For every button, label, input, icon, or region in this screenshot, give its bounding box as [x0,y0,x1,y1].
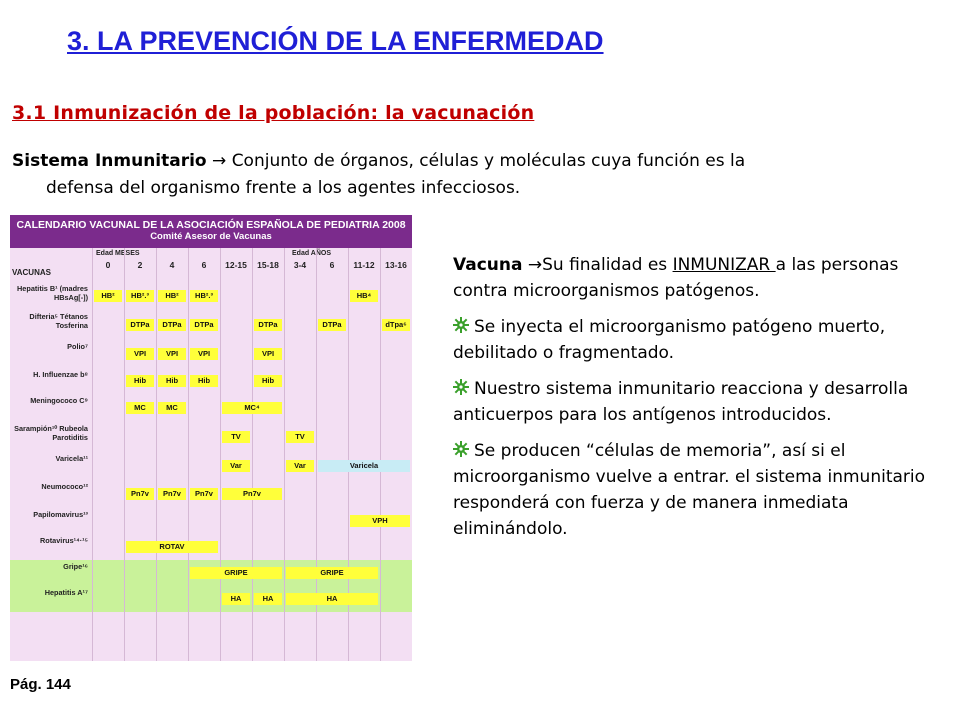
vaccine-dose-bar: Varicela [318,460,410,472]
vaccine-dose-bar: MC⁴ [222,402,282,414]
immune-system-definition [12,148,947,202]
vaccine-dose-bar: Pn7v [190,488,218,500]
vaccine-name: Rotavirus¹⁴·¹⁵ [40,536,88,545]
vaccine-dose-bar: MC [126,402,154,414]
column-header: 0 [105,260,111,270]
vaccine-dose-bar: Hib [126,375,154,387]
vaccine-name: Meningococo C⁹ [30,396,88,405]
vaccine-dose-bar: MC [158,402,186,414]
grid-column-line [220,248,221,661]
vaccine-underlined-word: INMUNIZAR [672,255,776,275]
right-arrow-icon: → [212,151,227,171]
grid-column-line [124,248,125,661]
vaccine-dose-bar: Var [286,460,314,472]
calendar-subtitle: Comité Asesor de Vacunas [150,231,272,242]
column-header: 2 [137,260,143,270]
vaccine-dose-bar: VPI [190,348,218,360]
vaccine-definition [453,252,935,304]
vaccine-dose-bar: GRIPE [286,567,378,579]
bullet-text-3: Se producen “células de memoria”, así si el microorganismo vuelve a entrar. el sistema inmunitario responderá con fuerza y de manera inmediata eliminándolo. [453,441,926,539]
vaccine-dose-bar: HA [286,593,378,605]
gear-icon [453,441,469,457]
vaccine-dose-bar: Pn7v [158,488,186,500]
vaccine-text-b: a las personas contra microorganismos patógenos. [453,255,899,301]
vaccine-name: Papilomavirus¹³ [33,510,88,519]
column-header: 6 [329,260,335,270]
grid-column-line [92,248,93,661]
vaccine-dose-bar: ROTAV [126,541,218,553]
vaccine-dose-bar: VPI [254,348,282,360]
vaccine-dose-bar: HA [254,593,282,605]
bullet-text-1: Se inyecta el microorganismo patógeno muerto, debilitado o fragmentado. [453,317,886,363]
column-header: 3-4 [293,260,307,270]
vaccine-text [453,252,935,552]
column-header: 12-15 [225,260,247,270]
vaccine-name: H. Influenzae b⁸ [33,370,88,379]
vaccine-dose-bar: Var [222,460,250,472]
grid-column-line [284,248,285,661]
grid-column-line [252,248,253,661]
group-months-label: Edad MESES [96,250,140,257]
column-header: 6 [201,260,207,270]
right-arrow-icon: → [527,255,543,275]
vaccine-name: Hepatitis A¹⁷ [44,588,88,597]
vaccine-dose-bar: GRIPE [190,567,282,579]
vaccine-name: Gripe¹⁶ [63,562,88,571]
vaccine-dose-bar: Hib [254,375,282,387]
vaccine-name: Polio⁷ [67,342,88,351]
vaccine-dose-bar: VPI [126,348,154,360]
vaccine-dose-bar: DTPa [190,319,218,331]
bullet-item [453,438,935,542]
column-header: 13-16 [385,260,407,270]
vaccine-dose-bar: TV [286,431,314,443]
vaccine-dose-bar: DTPa [158,319,186,331]
vaccine-dose-bar: VPI [158,348,186,360]
bullet-item [453,376,935,428]
bullet-item [453,314,935,366]
vaccine-dose-bar: HB² [158,290,186,302]
vaccine-term: Vacuna [453,255,523,275]
vaccine-name: Varicela¹¹ [55,454,88,463]
vaccine-dose-bar: DTPa [254,319,282,331]
calendar-grid [10,248,412,661]
vaccine-dose-bar: Pn7v [222,488,282,500]
vaccine-dose-bar: HB².³ [126,290,154,302]
calendar-header [10,215,412,248]
vaccine-calendar [10,215,412,661]
column-header: 11-12 [353,260,375,270]
vaccine-dose-bar: DTPa [126,319,154,331]
grid-column-line [156,248,157,661]
page-reference: Pág. 144 [10,676,71,693]
vaccine-dose-bar: HB² [94,290,122,302]
page-title: 3. LA PREVENCIÓN DE LA ENFERMEDAD [67,26,604,56]
vaccine-dose-bar: HA [222,593,250,605]
vaccine-dose-bar: dTpa⁶ [382,319,410,331]
vaccine-name: Difteria⁵ Tétanos Tosferina [29,312,88,330]
section-subtitle: 3.1 Inmunización de la población: la vacunación [12,102,535,124]
vaccine-dose-bar: Hib [158,375,186,387]
vaccine-dose-bar: HB².³ [190,290,218,302]
bullet-text-2: Nuestro sistema inmunitario reacciona y desarrolla anticuerpos para los antígenos introducidos. [453,379,909,425]
vacunas-label: VACUNAS [12,268,51,277]
grid-column-line [380,248,381,661]
vaccine-dose-bar: DTPa [318,319,346,331]
column-header: 4 [169,260,175,270]
group-years-label: Edad AÑOS [292,250,332,257]
definition-text-2: defensa del organismo frente a los agentes infecciosos. [46,178,521,198]
definition-text-1: Conjunto de órganos, células y moléculas cuya función es la [231,151,746,171]
vaccine-dose-bar: Pn7v [126,488,154,500]
definition-term: Sistema Inmunitario [12,151,207,171]
vaccine-name: Hepatitis B¹ (madres HBsAg[-]) [17,284,88,302]
column-header: 15-18 [257,260,279,270]
vaccine-text-a: Su finalidad es [542,255,673,275]
vaccine-name: Neumococo¹² [41,482,88,491]
vaccine-name: Sarampión¹⁰ Rubeola Parotiditis [14,424,88,442]
calendar-title: CALENDARIO VACUNAL DE LA ASOCIACIÓN ESPAÑOLA DE PEDIATRIA 2008 [16,219,406,231]
vaccine-dose-bar: VPH [350,515,410,527]
gear-icon [453,317,469,333]
grid-column-line [188,248,189,661]
vaccine-dose-bar: TV [222,431,250,443]
vaccine-dose-bar: HB⁴ [350,290,378,302]
gear-icon [453,379,469,395]
vaccine-dose-bar: Hib [190,375,218,387]
